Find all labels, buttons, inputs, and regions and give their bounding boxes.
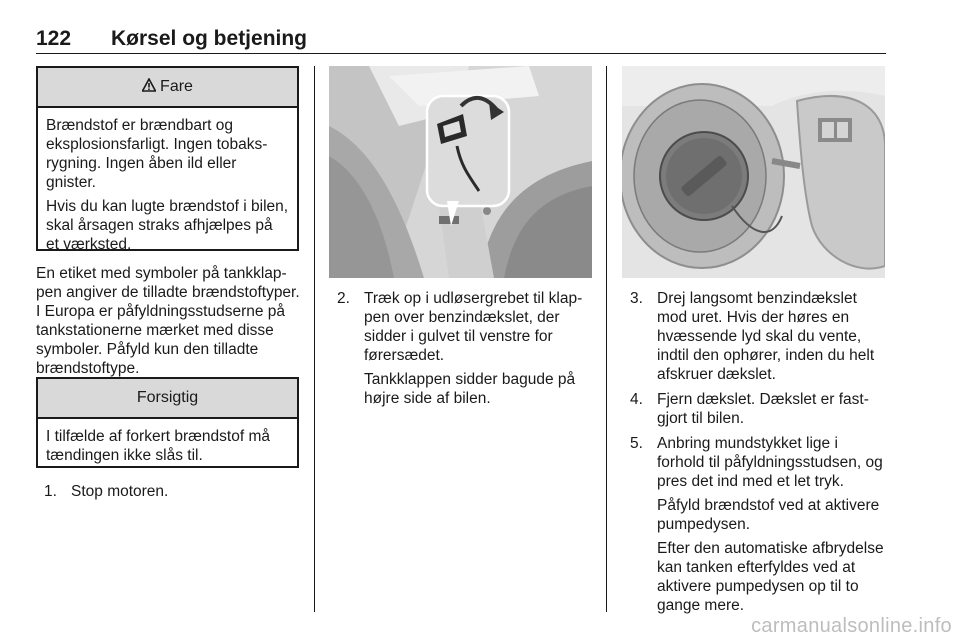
caution-box <box>36 377 299 468</box>
chapter-title: Kørsel og betjening <box>111 27 308 50</box>
step-number: 1. <box>44 483 57 500</box>
watermark: carmanualsonline.info <box>751 615 952 637</box>
warning-paragraph: Brændstof er brændbart og eksplosionsfarligt. Ingen tobaksrygning. Ingen åben ild eller gnister. <box>46 117 268 191</box>
step-number: 2. <box>337 290 350 307</box>
release-lever-image <box>329 66 592 278</box>
fuel-cap-illustration <box>622 66 885 278</box>
intro-paragraph: En etiket med symboler på tankklappen angiver de tilladte brændstoftyper. I Europa er påfyldningsstudserne på tankstationerne mærket med disse symboler. Påfyld kun den tilladte brændstoftype. <box>36 265 300 377</box>
fuel-cap-image <box>622 66 885 278</box>
intro-text-block <box>36 264 302 378</box>
step-number: 4. <box>630 391 643 408</box>
warning-box-title: Fare <box>160 78 193 95</box>
step-number: 3. <box>630 290 643 307</box>
step-text: Efter den automatiske afbrydelse kan tanken efterfyldes ved at aktivere pumpedysen op til to gange mere. <box>657 540 884 614</box>
warning-box-body <box>38 108 297 254</box>
column-divider-1 <box>314 66 315 612</box>
page-number: 122 <box>36 27 72 50</box>
step-list-col1 <box>44 482 299 507</box>
list-item <box>630 434 888 615</box>
step-text: Drej langsomt benzindækslet mod uret. Hvis der høres en hvæssende lyd skal du vente, indtil den ophører, inden du helt afskruer dækslet. <box>657 290 875 383</box>
list-item <box>630 289 888 384</box>
caution-box-body <box>38 419 297 465</box>
release-lever-illustration <box>329 66 592 278</box>
step-note: Tankklappen sidder bagude på højre side af bilen. <box>364 371 576 407</box>
warning-box <box>36 66 299 251</box>
step-text: Stop motoren. <box>71 483 169 500</box>
step-list-col3 <box>630 289 888 621</box>
list-item <box>337 289 589 408</box>
warning-triangle-icon <box>142 78 156 97</box>
step-text: Træk op i udløsergrebet til klappen over benzindækslet, der sidder i gulvet til venstre for førersædet. <box>364 290 583 364</box>
warning-paragraph: Hvis du kan lugte brændstof i bilen, skal årsagen straks afhjælpes på et værksted. <box>46 198 289 253</box>
warning-box-header <box>38 68 297 108</box>
caution-box-header <box>38 379 297 419</box>
step-text: Påfyld brændstof ved at aktivere pumpedysen. <box>657 497 880 533</box>
header-rule <box>36 53 886 54</box>
step-list-col2 <box>337 289 589 414</box>
caution-box-title: Forsigtig <box>136 389 199 406</box>
column-divider-2 <box>606 66 607 612</box>
list-item <box>630 390 888 428</box>
list-item <box>44 482 299 501</box>
step-number: 5. <box>630 435 643 452</box>
caution-paragraph: I tilfælde af forkert brændstof må tændingen ikke slås til. <box>46 428 270 464</box>
step-text: Anbring mundstykket lige i forhold til påfyldningsstudsen, og pres det ind med et let tryk. <box>657 435 883 490</box>
page-header <box>36 27 886 51</box>
step-text: Fjern dækslet. Dækslet er fastgjort til bilen. <box>657 391 869 427</box>
